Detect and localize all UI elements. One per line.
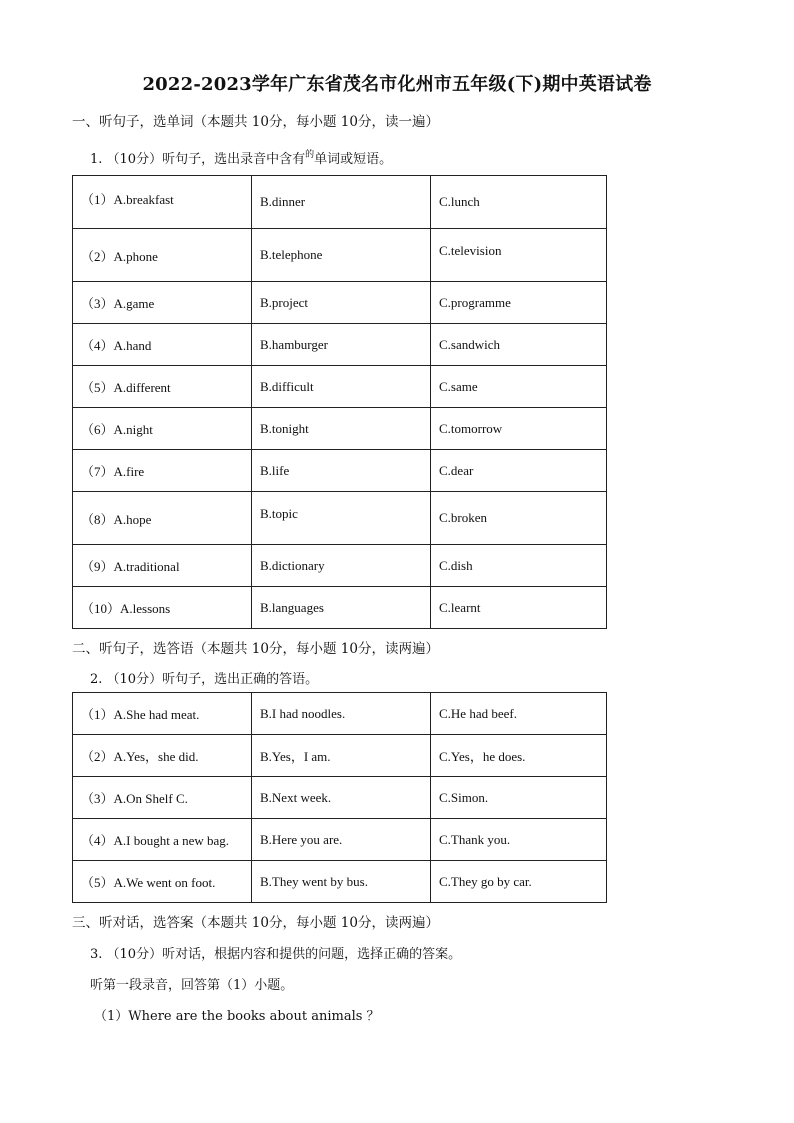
option-a: （3）A.game bbox=[73, 282, 252, 324]
option-c: C.dish bbox=[431, 545, 607, 587]
option-a: （10）A.lessons bbox=[73, 587, 252, 629]
table-row bbox=[73, 366, 607, 408]
section-heading-1: 一、听句子，选单词（本题共 10分，每小题 10分，读一遍） bbox=[72, 114, 439, 130]
table-row bbox=[73, 176, 607, 229]
option-a: （1）A.She had meat. bbox=[73, 693, 252, 735]
question-1-mark: 的 bbox=[305, 150, 315, 160]
option-c: C.Thank you. bbox=[431, 819, 607, 861]
table-row bbox=[73, 229, 607, 282]
question-1-prefix: 1. （10分）听句子，选出录音中含有 bbox=[90, 152, 306, 167]
option-b: B.hamburger bbox=[252, 324, 431, 366]
option-c: C.learnt bbox=[431, 587, 607, 629]
option-b: B.life bbox=[252, 450, 431, 492]
option-c: C.lunch bbox=[431, 176, 607, 229]
option-b: B.Yes，I am. bbox=[252, 735, 431, 777]
table-row bbox=[73, 282, 607, 324]
question-3-instruction: 3. （10分）听对话，根据内容和提供的问题，选择正确的答案。 bbox=[90, 947, 462, 962]
option-c: C.tomorrow bbox=[431, 408, 607, 450]
section-heading-3: 三、听对话，选答案（本题共 10分，每小题 10分，读两遍） bbox=[72, 915, 439, 931]
option-a: （2）A.phone bbox=[73, 229, 252, 282]
table-row bbox=[73, 450, 607, 492]
option-b: B.topic bbox=[252, 492, 431, 545]
question-3-subquestion-1: （1）Where are the books about animals ？ bbox=[94, 1009, 380, 1024]
table-row bbox=[73, 408, 607, 450]
option-c: C.He had beef. bbox=[431, 693, 607, 735]
option-a: （4）A.hand bbox=[73, 324, 252, 366]
option-a: （9）A.traditional bbox=[73, 545, 252, 587]
option-b: B.Here you are. bbox=[252, 819, 431, 861]
option-b: B.languages bbox=[252, 587, 431, 629]
question-1-table bbox=[72, 175, 607, 629]
option-b: B.difficult bbox=[252, 366, 431, 408]
table-row bbox=[73, 819, 607, 861]
option-b: B.dinner bbox=[252, 176, 431, 229]
table-row bbox=[73, 587, 607, 629]
question-1-suffix: 单词或短语。 bbox=[314, 152, 393, 167]
option-a: （7）A.fire bbox=[73, 450, 252, 492]
option-a: （3）A.On Shelf C. bbox=[73, 777, 252, 819]
page-title: 2022-2023学年广东省茂名市化州市五年级(下)期中英语试卷 bbox=[142, 74, 652, 95]
option-c: C.sandwich bbox=[431, 324, 607, 366]
option-b: B.telephone bbox=[252, 229, 431, 282]
question-2-instruction: 2. （10分）听句子，选出正确的答语。 bbox=[90, 672, 319, 687]
question-3-listen-line: 听第一段录音，回答第（1）小题。 bbox=[90, 978, 294, 993]
option-a: （5）A.We went on foot. bbox=[73, 861, 252, 903]
option-c: C.dear bbox=[431, 450, 607, 492]
option-b: B.dictionary bbox=[252, 545, 431, 587]
option-a: （8）A.hope bbox=[73, 492, 252, 545]
question-2-table bbox=[72, 692, 607, 903]
option-b: B.I had noodles. bbox=[252, 693, 431, 735]
table-row bbox=[73, 492, 607, 545]
option-a: （4）A.I bought a new bag. bbox=[73, 819, 252, 861]
option-c: C.programme bbox=[431, 282, 607, 324]
option-b: B.project bbox=[252, 282, 431, 324]
question-1-instruction bbox=[90, 148, 392, 167]
option-c: C.Simon. bbox=[431, 777, 607, 819]
option-a: （6）A.night bbox=[73, 408, 252, 450]
table-row bbox=[73, 545, 607, 587]
table-row bbox=[73, 693, 607, 735]
option-c: C.same bbox=[431, 366, 607, 408]
table-row bbox=[73, 735, 607, 777]
table-row bbox=[73, 777, 607, 819]
option-b: B.Next week. bbox=[252, 777, 431, 819]
option-a: （2）A.Yes，she did. bbox=[73, 735, 252, 777]
option-b: B.They went by bus. bbox=[252, 861, 431, 903]
table-row bbox=[73, 861, 607, 903]
option-c: C.broken bbox=[431, 492, 607, 545]
option-c: C.They go by car. bbox=[431, 861, 607, 903]
option-b: B.tonight bbox=[252, 408, 431, 450]
option-c: C.television bbox=[431, 229, 607, 282]
section-heading-2: 二、听句子，选答语（本题共 10分，每小题 10分，读两遍） bbox=[72, 641, 439, 657]
option-a: （1）A.breakfast bbox=[73, 176, 252, 229]
table-row bbox=[73, 324, 607, 366]
option-c: C.Yes，he does. bbox=[431, 735, 607, 777]
option-a: （5）A.different bbox=[73, 366, 252, 408]
